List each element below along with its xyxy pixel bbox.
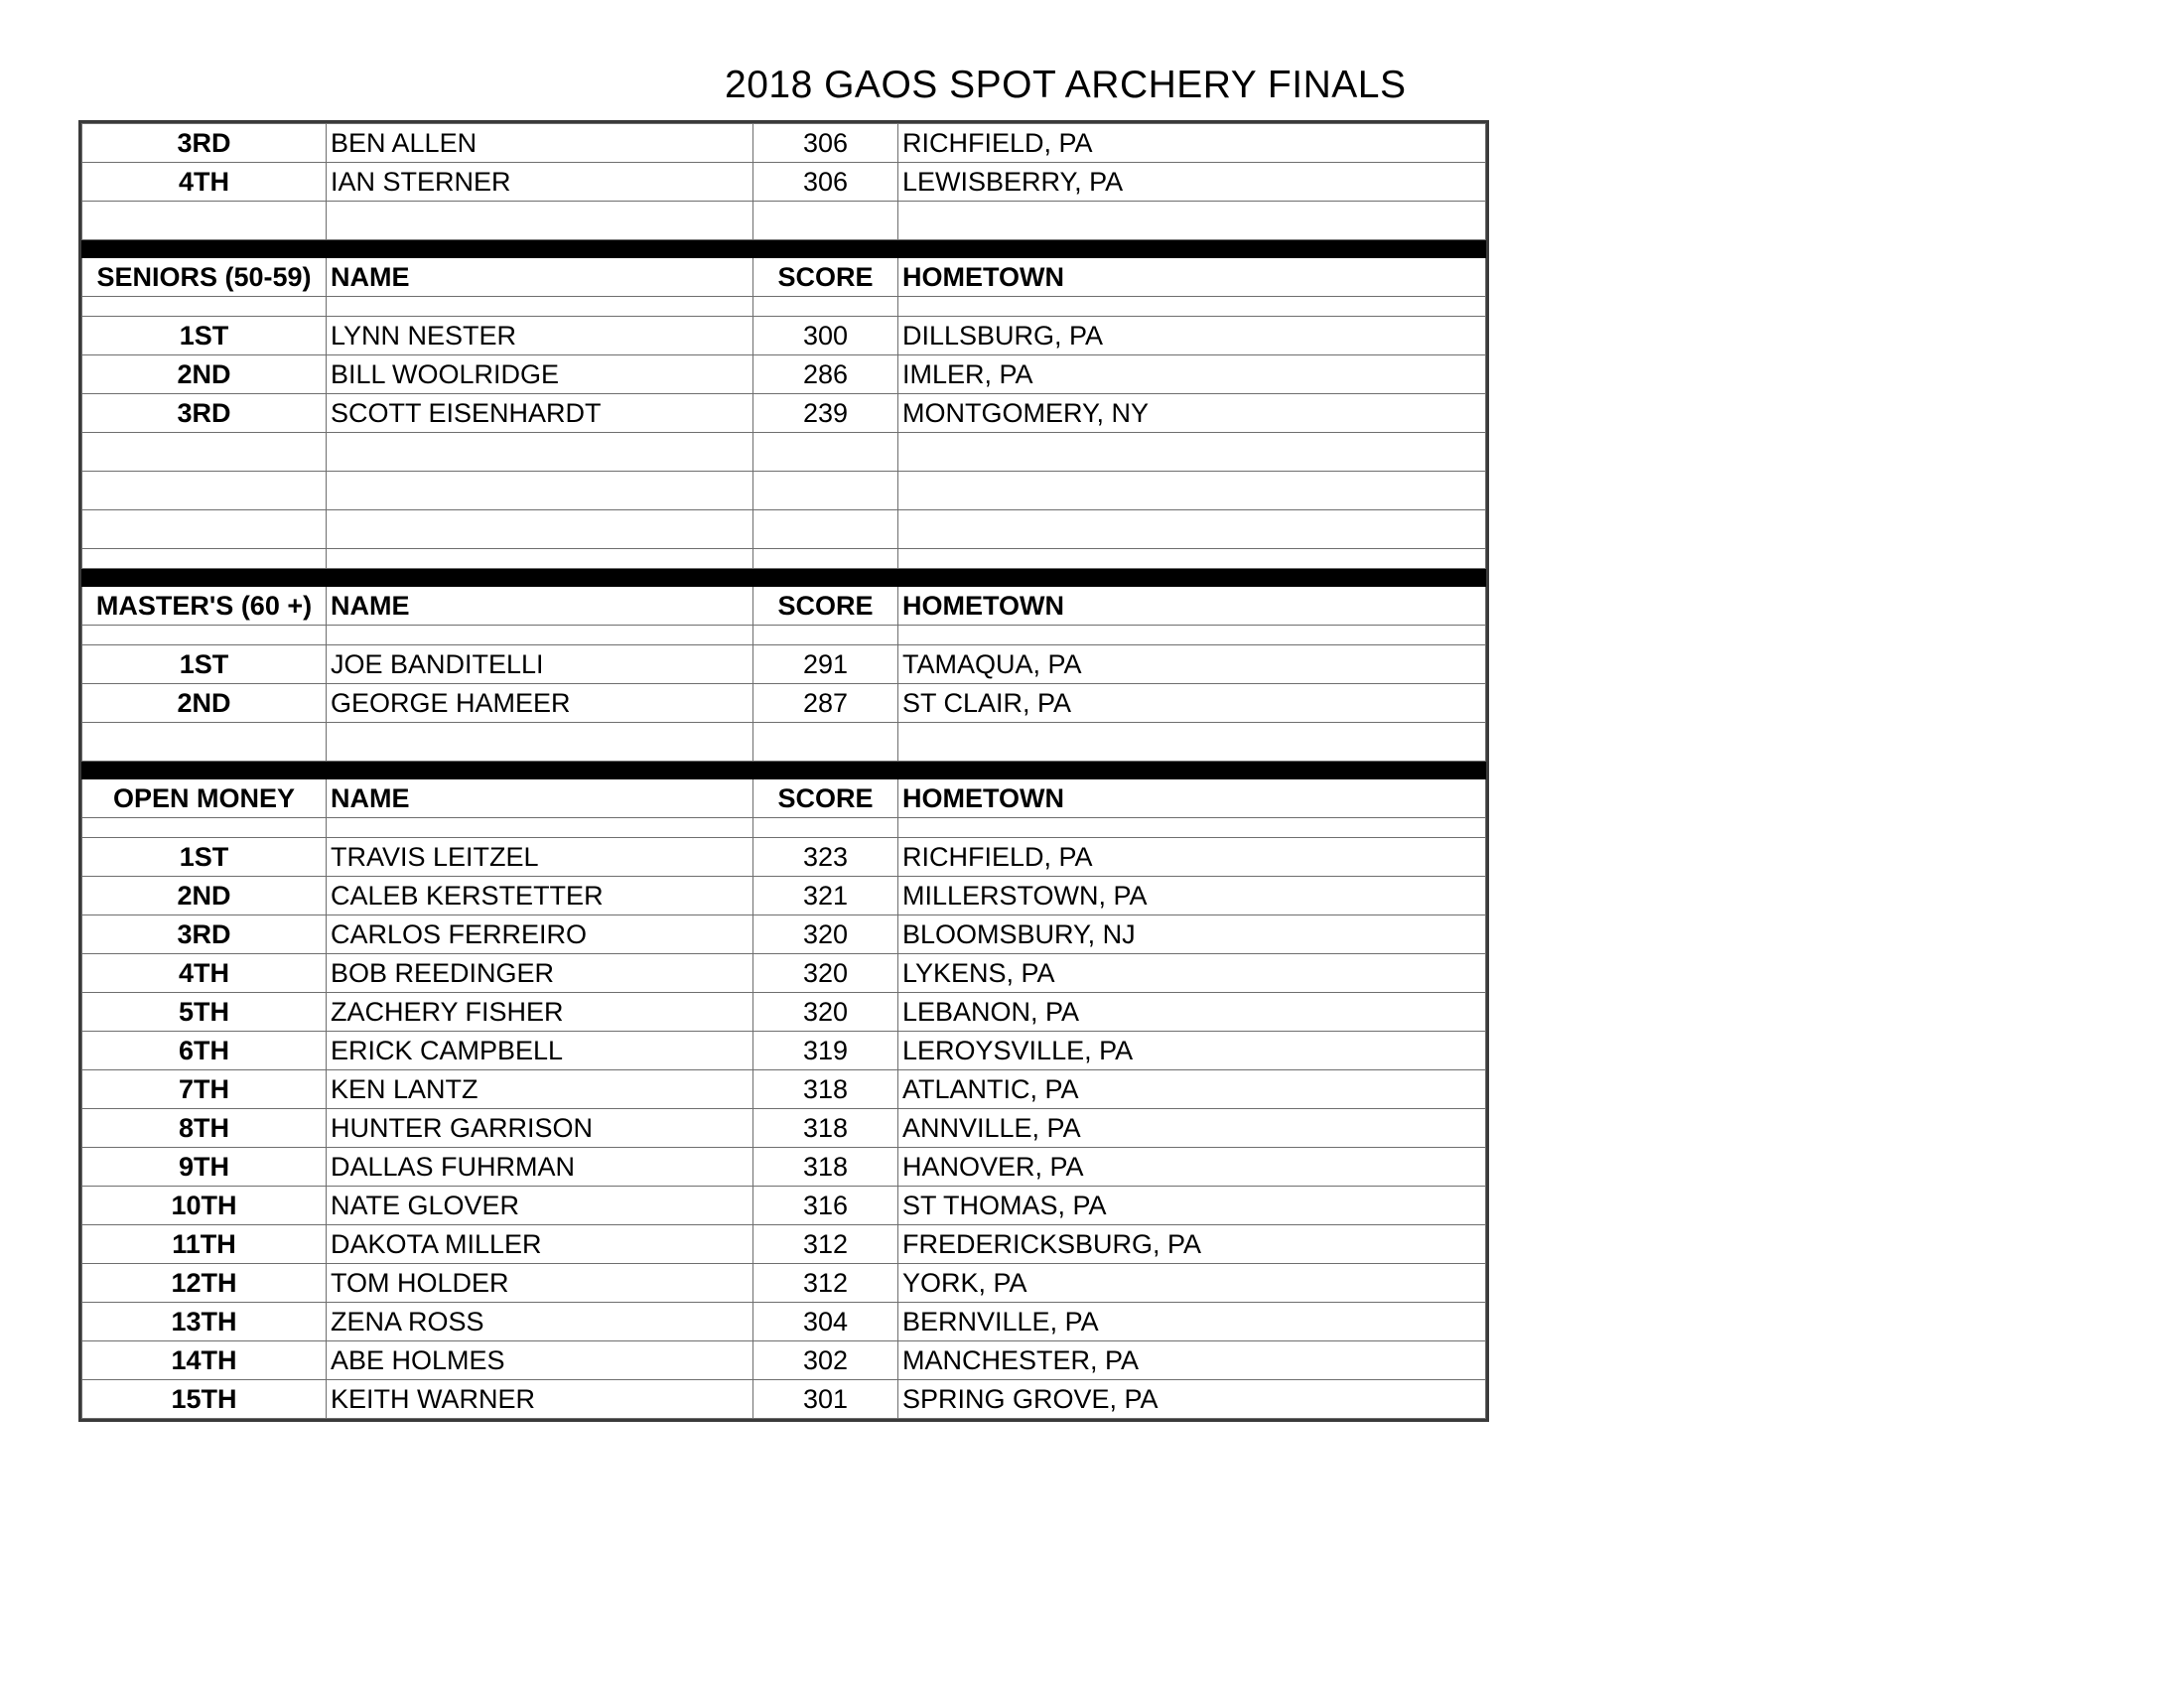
category-label: MASTER'S (60 +)	[82, 587, 327, 626]
name-cell: NATE GLOVER	[327, 1187, 753, 1225]
hometown-cell: LEBANON, PA	[898, 993, 1486, 1032]
empty-row	[82, 723, 1486, 762]
name-cell: BOB REEDINGER	[327, 954, 753, 993]
name-cell: SCOTT EISENHARDT	[327, 394, 753, 433]
table-row	[82, 355, 1486, 394]
place-cell: 6TH	[82, 1032, 327, 1070]
hometown-cell: LEWISBERRY, PA	[898, 163, 1486, 202]
name-cell: ZACHERY FISHER	[327, 993, 753, 1032]
hometown-cell: FREDERICKSBURG, PA	[898, 1225, 1486, 1264]
section-header-masters	[82, 587, 1486, 626]
table-row	[82, 317, 1486, 355]
category-label: SENIORS (50-59)	[82, 258, 327, 297]
name-cell: DAKOTA MILLER	[327, 1225, 753, 1264]
table-row	[82, 1225, 1486, 1264]
section-header-open-money	[82, 779, 1486, 818]
section-header-seniors	[82, 258, 1486, 297]
name-cell: ZENA ROSS	[327, 1303, 753, 1341]
spacer-row	[82, 297, 1486, 317]
score-cell: 318	[753, 1148, 898, 1187]
score-cell: 300	[753, 317, 898, 355]
hometown-cell: MONTGOMERY, NY	[898, 394, 1486, 433]
name-cell: CARLOS FERREIRO	[327, 915, 753, 954]
hometown-cell: MANCHESTER, PA	[898, 1341, 1486, 1380]
table-row	[82, 1148, 1486, 1187]
hometown-cell: ST CLAIR, PA	[898, 684, 1486, 723]
place-cell: 1ST	[82, 838, 327, 877]
table-row	[82, 124, 1486, 163]
place-cell: 4TH	[82, 163, 327, 202]
score-cell: 301	[753, 1380, 898, 1419]
hometown-header: HOMETOWN	[898, 258, 1486, 297]
section-divider	[82, 762, 1486, 779]
table-row	[82, 394, 1486, 433]
name-cell: CALEB KERSTETTER	[327, 877, 753, 915]
place-cell: 15TH	[82, 1380, 327, 1419]
score-cell: 302	[753, 1341, 898, 1380]
hometown-cell: ATLANTIC, PA	[898, 1070, 1486, 1109]
empty-row	[82, 472, 1486, 510]
place-cell: 12TH	[82, 1264, 327, 1303]
name-cell: GEORGE HAMEER	[327, 684, 753, 723]
table-row	[82, 915, 1486, 954]
score-cell: 291	[753, 645, 898, 684]
page-title: 2018 GAOS SPOT ARCHERY FINALS	[725, 64, 1407, 106]
hometown-cell: LYKENS, PA	[898, 954, 1486, 993]
place-cell: 8TH	[82, 1109, 327, 1148]
results-table	[81, 123, 1486, 1419]
table-row	[82, 163, 1486, 202]
hometown-cell: IMLER, PA	[898, 355, 1486, 394]
score-cell: 320	[753, 993, 898, 1032]
table-row	[82, 993, 1486, 1032]
name-cell: KEN LANTZ	[327, 1070, 753, 1109]
category-label: OPEN MONEY	[82, 779, 327, 818]
spacer-row	[82, 818, 1486, 838]
hometown-cell: BERNVILLE, PA	[898, 1303, 1486, 1341]
hometown-cell: RICHFIELD, PA	[898, 124, 1486, 163]
table-row	[82, 1341, 1486, 1380]
score-cell: 316	[753, 1187, 898, 1225]
empty-row	[82, 202, 1486, 240]
score-cell: 321	[753, 877, 898, 915]
place-cell: 1ST	[82, 645, 327, 684]
name-cell: ABE HOLMES	[327, 1341, 753, 1380]
place-cell: 2ND	[82, 355, 327, 394]
table-row	[82, 877, 1486, 915]
score-cell: 320	[753, 915, 898, 954]
place-cell: 10TH	[82, 1187, 327, 1225]
hometown-cell: MILLERSTOWN, PA	[898, 877, 1486, 915]
table-row	[82, 1032, 1486, 1070]
hometown-cell: HANOVER, PA	[898, 1148, 1486, 1187]
name-cell: KEITH WARNER	[327, 1380, 753, 1419]
table-row	[82, 838, 1486, 877]
name-cell: TRAVIS LEITZEL	[327, 838, 753, 877]
score-cell: 286	[753, 355, 898, 394]
score-cell: 318	[753, 1070, 898, 1109]
hometown-cell: ST THOMAS, PA	[898, 1187, 1486, 1225]
score-cell: 312	[753, 1225, 898, 1264]
place-cell: 3RD	[82, 394, 327, 433]
name-cell: HUNTER GARRISON	[327, 1109, 753, 1148]
place-cell: 7TH	[82, 1070, 327, 1109]
name-cell: LYNN NESTER	[327, 317, 753, 355]
score-cell: 239	[753, 394, 898, 433]
section-divider	[82, 569, 1486, 587]
place-cell: 9TH	[82, 1148, 327, 1187]
hometown-cell: DILLSBURG, PA	[898, 317, 1486, 355]
score-header: SCORE	[753, 258, 898, 297]
empty-row	[82, 433, 1486, 472]
hometown-cell: ANNVILLE, PA	[898, 1109, 1486, 1148]
name-cell: ERICK CAMPBELL	[327, 1032, 753, 1070]
hometown-cell: TAMAQUA, PA	[898, 645, 1486, 684]
name-header: NAME	[327, 587, 753, 626]
results-table-container	[78, 120, 1489, 1422]
name-cell: BEN ALLEN	[327, 124, 753, 163]
score-header: SCORE	[753, 779, 898, 818]
place-cell: 14TH	[82, 1341, 327, 1380]
name-header: NAME	[327, 258, 753, 297]
name-cell: TOM HOLDER	[327, 1264, 753, 1303]
place-cell: 3RD	[82, 124, 327, 163]
name-cell: JOE BANDITELLI	[327, 645, 753, 684]
name-cell: DALLAS FUHRMAN	[327, 1148, 753, 1187]
name-cell: BILL WOOLRIDGE	[327, 355, 753, 394]
place-cell: 1ST	[82, 317, 327, 355]
score-cell: 306	[753, 163, 898, 202]
score-cell: 312	[753, 1264, 898, 1303]
place-cell: 5TH	[82, 993, 327, 1032]
hometown-cell: LEROYSVILLE, PA	[898, 1032, 1486, 1070]
spacer-row	[82, 549, 1486, 569]
spacer-row	[82, 626, 1486, 645]
table-row	[82, 954, 1486, 993]
table-row	[82, 1303, 1486, 1341]
hometown-header: HOMETOWN	[898, 587, 1486, 626]
name-cell: IAN STERNER	[327, 163, 753, 202]
place-cell: 13TH	[82, 1303, 327, 1341]
score-cell: 323	[753, 838, 898, 877]
hometown-cell: SPRING GROVE, PA	[898, 1380, 1486, 1419]
table-row	[82, 1187, 1486, 1225]
table-row	[82, 1264, 1486, 1303]
place-cell: 4TH	[82, 954, 327, 993]
hometown-cell: YORK, PA	[898, 1264, 1486, 1303]
name-header: NAME	[327, 779, 753, 818]
place-cell: 3RD	[82, 915, 327, 954]
place-cell: 11TH	[82, 1225, 327, 1264]
hometown-header: HOMETOWN	[898, 779, 1486, 818]
table-row	[82, 684, 1486, 723]
hometown-cell: BLOOMSBURY, NJ	[898, 915, 1486, 954]
place-cell: 2ND	[82, 877, 327, 915]
place-cell: 2ND	[82, 684, 327, 723]
section-divider	[82, 240, 1486, 258]
table-row	[82, 1070, 1486, 1109]
score-cell: 320	[753, 954, 898, 993]
table-row	[82, 645, 1486, 684]
score-cell: 318	[753, 1109, 898, 1148]
score-header: SCORE	[753, 587, 898, 626]
table-row	[82, 1109, 1486, 1148]
table-row	[82, 1380, 1486, 1419]
score-cell: 306	[753, 124, 898, 163]
empty-row	[82, 510, 1486, 549]
score-cell: 304	[753, 1303, 898, 1341]
score-cell: 319	[753, 1032, 898, 1070]
results-table-body	[82, 124, 1486, 1419]
hometown-cell: RICHFIELD, PA	[898, 838, 1486, 877]
score-cell: 287	[753, 684, 898, 723]
